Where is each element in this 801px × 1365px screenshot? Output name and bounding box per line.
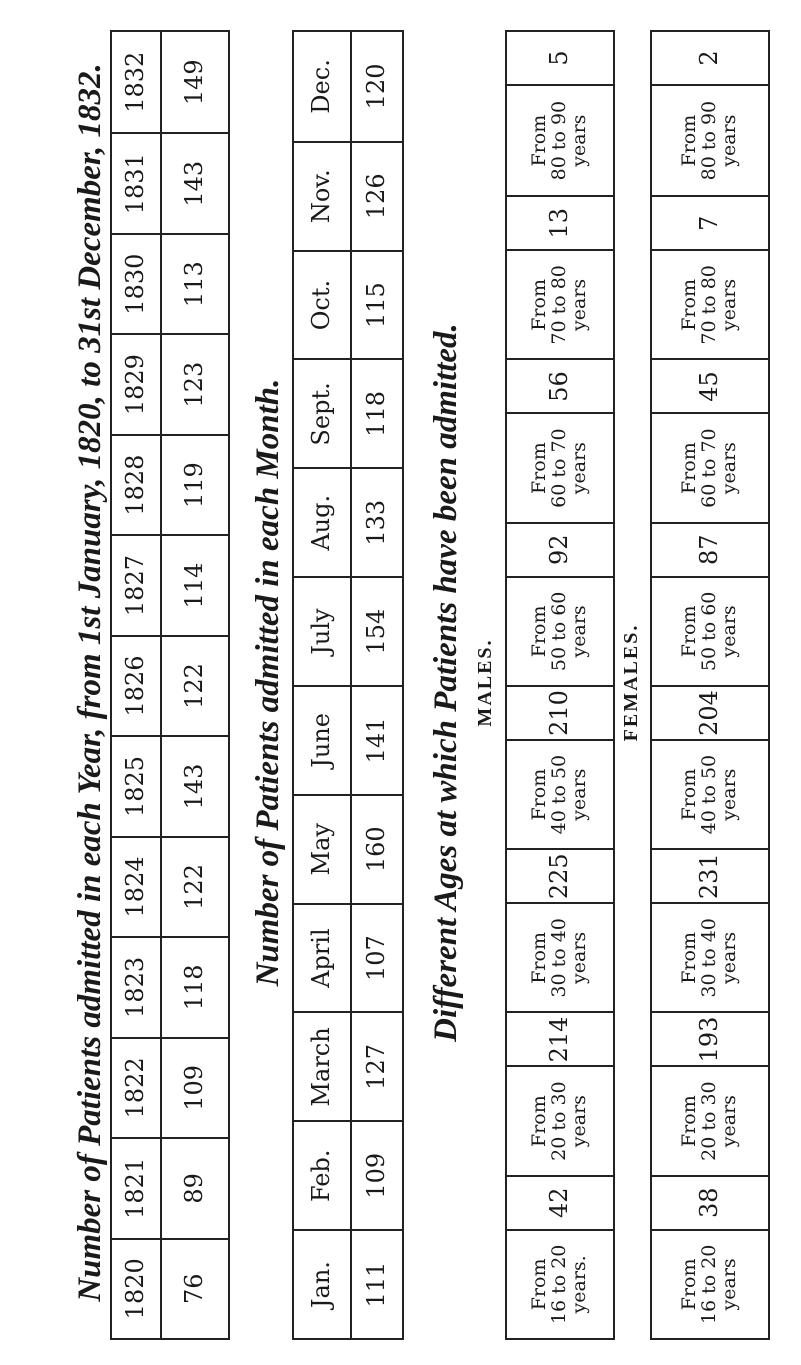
year-header-cell: 1829 xyxy=(112,333,162,433)
males-age-range-label: From 20 to 30 years xyxy=(507,1066,613,1175)
month-count-cell: 111 xyxy=(352,1229,402,1338)
year-header-cell: 1832 xyxy=(112,32,162,132)
year-header-cell: 1826 xyxy=(112,635,162,735)
females-label: FEMALES. xyxy=(620,623,642,742)
males-age-range-label: From 80 to 90 years xyxy=(507,84,613,195)
year-header-cell: 1827 xyxy=(112,534,162,634)
males-age-column xyxy=(507,359,613,522)
males-age-count: 214 xyxy=(545,1016,574,1063)
month-header-cell: July xyxy=(294,576,352,685)
year-header-cell: 1825 xyxy=(112,735,162,835)
year-header-cell: 1831 xyxy=(112,132,162,232)
year-count-cell: 122 xyxy=(162,635,228,735)
females-age-count: 45 xyxy=(695,371,724,402)
month-count-cell: 118 xyxy=(352,359,402,468)
males-age-count: 5 xyxy=(545,50,574,66)
year-count-cell: 113 xyxy=(162,233,228,333)
year-count-cell: 76 xyxy=(162,1238,228,1338)
year-count-cell: 122 xyxy=(162,836,228,936)
females-age-count: 87 xyxy=(695,534,724,566)
year-count-cell: 114 xyxy=(162,534,228,634)
males-age-count: 56 xyxy=(545,371,574,402)
females-age-range-label: From 80 to 90 years xyxy=(652,84,768,195)
females-age-count: 204 xyxy=(695,690,724,736)
year-count-cell: 123 xyxy=(162,333,228,433)
year-count-cell: 89 xyxy=(162,1137,228,1237)
month-count-cell: 141 xyxy=(352,685,402,794)
month-count-cell: 126 xyxy=(352,141,402,250)
month-count-cell: 107 xyxy=(352,903,402,1012)
month-count-cell: 133 xyxy=(352,467,402,576)
males-age-count: 42 xyxy=(545,1187,574,1219)
year-count-cell: 149 xyxy=(180,59,209,106)
month-count-cell: 115 xyxy=(352,250,402,359)
females-age-column xyxy=(652,522,768,685)
month-header-cell: April xyxy=(294,903,352,1012)
females-age-count: 7 xyxy=(695,215,724,231)
males-age-column xyxy=(507,685,613,848)
males-age-range-label: From 30 to 40 years xyxy=(507,902,613,1011)
month-count-cell: 120 xyxy=(362,63,391,110)
month-header-cell: Sept. xyxy=(294,359,352,468)
year-header-cell: 1830 xyxy=(112,233,162,333)
year-header-cell: 1822 xyxy=(112,1037,162,1137)
month-count-cell: 154 xyxy=(352,576,402,685)
females-age-column xyxy=(652,1012,768,1175)
month-header-cell: March xyxy=(294,1012,352,1121)
month-count-cell: 160 xyxy=(352,794,402,903)
females-age-column xyxy=(652,848,768,1011)
males-age-count: 92 xyxy=(545,534,574,566)
month-header-cell: Oct. xyxy=(294,250,352,359)
year-header-cell: 1821 xyxy=(112,1137,162,1237)
year-header-cell: 1823 xyxy=(112,936,162,1036)
males-age-count: 210 xyxy=(545,690,574,736)
month-header-cell: Dec. xyxy=(294,32,352,141)
year-count-cell: 143 xyxy=(162,735,228,835)
females-age-column xyxy=(652,32,768,195)
year-count-cell: 109 xyxy=(162,1037,228,1137)
males-table xyxy=(505,30,615,1340)
year-header-cell: 1828 xyxy=(112,434,162,534)
year-header-cell: 1820 xyxy=(112,1238,162,1338)
ages-heading: Different Ages at which Patients have been admitted. xyxy=(428,323,464,1042)
males-age-column xyxy=(507,32,613,195)
month-header-cell: Aug. xyxy=(294,467,352,576)
year-count-cell: 143 xyxy=(162,132,228,232)
females-age-column xyxy=(652,359,768,522)
month-count-cell: 109 xyxy=(352,1120,402,1229)
month-header-cell: Feb. xyxy=(294,1120,352,1229)
month-header-cell: Nov. xyxy=(294,141,352,250)
males-age-column xyxy=(507,195,613,358)
females-table xyxy=(650,30,770,1340)
males-label: MALES. xyxy=(474,638,496,727)
yearly-table xyxy=(110,30,230,1340)
females-age-range-label: From 70 to 80 years xyxy=(652,249,768,358)
females-age-range-label: From 20 to 30 years xyxy=(652,1066,768,1175)
monthly-table xyxy=(292,30,404,1340)
year-count-cell: 119 xyxy=(162,434,228,534)
yearly-heading: Number of Patients admitted in each Year, from 1st January, 1820, to 31st December, 1832. xyxy=(72,63,108,1302)
year-count-cell: 118 xyxy=(162,936,228,1036)
females-age-range-label: From 16 to 20 years xyxy=(652,1229,768,1338)
females-age-count: 38 xyxy=(695,1187,724,1219)
females-age-range-label: From 30 to 40 years xyxy=(652,902,768,1011)
females-age-column xyxy=(652,195,768,358)
females-age-column xyxy=(652,1175,768,1338)
males-age-column xyxy=(507,848,613,1011)
males-age-column xyxy=(507,522,613,685)
females-age-column xyxy=(652,685,768,848)
month-header-cell: June xyxy=(294,685,352,794)
males-age-count: 13 xyxy=(545,207,574,239)
females-age-count: 231 xyxy=(695,853,724,900)
monthly-heading: Number of Patients admitted in each Month. xyxy=(250,378,286,987)
month-header-cell: May xyxy=(294,794,352,903)
males-age-column xyxy=(507,1175,613,1338)
males-age-range-label: From 16 to 20 years. xyxy=(507,1229,613,1338)
males-age-range-label: From 50 to 60 years xyxy=(507,576,613,685)
males-age-range-label: From 70 to 80 years xyxy=(507,249,613,358)
females-age-range-label: From 40 to 50 years xyxy=(652,739,768,848)
males-age-range-label: From 40 to 50 years xyxy=(507,739,613,848)
males-age-range-label: From 60 to 70 years xyxy=(507,413,613,522)
month-header-cell: Jan. xyxy=(294,1229,352,1338)
females-age-count: 193 xyxy=(695,1016,724,1063)
females-age-count: 2 xyxy=(695,50,724,66)
males-age-count: 225 xyxy=(545,853,574,900)
females-age-range-label: From 50 to 60 years xyxy=(652,576,768,685)
females-age-range-label: From 60 to 70 years xyxy=(652,413,768,522)
males-age-column xyxy=(507,1012,613,1175)
year-header-cell: 1824 xyxy=(112,836,162,936)
month-count-cell: 127 xyxy=(352,1012,402,1121)
